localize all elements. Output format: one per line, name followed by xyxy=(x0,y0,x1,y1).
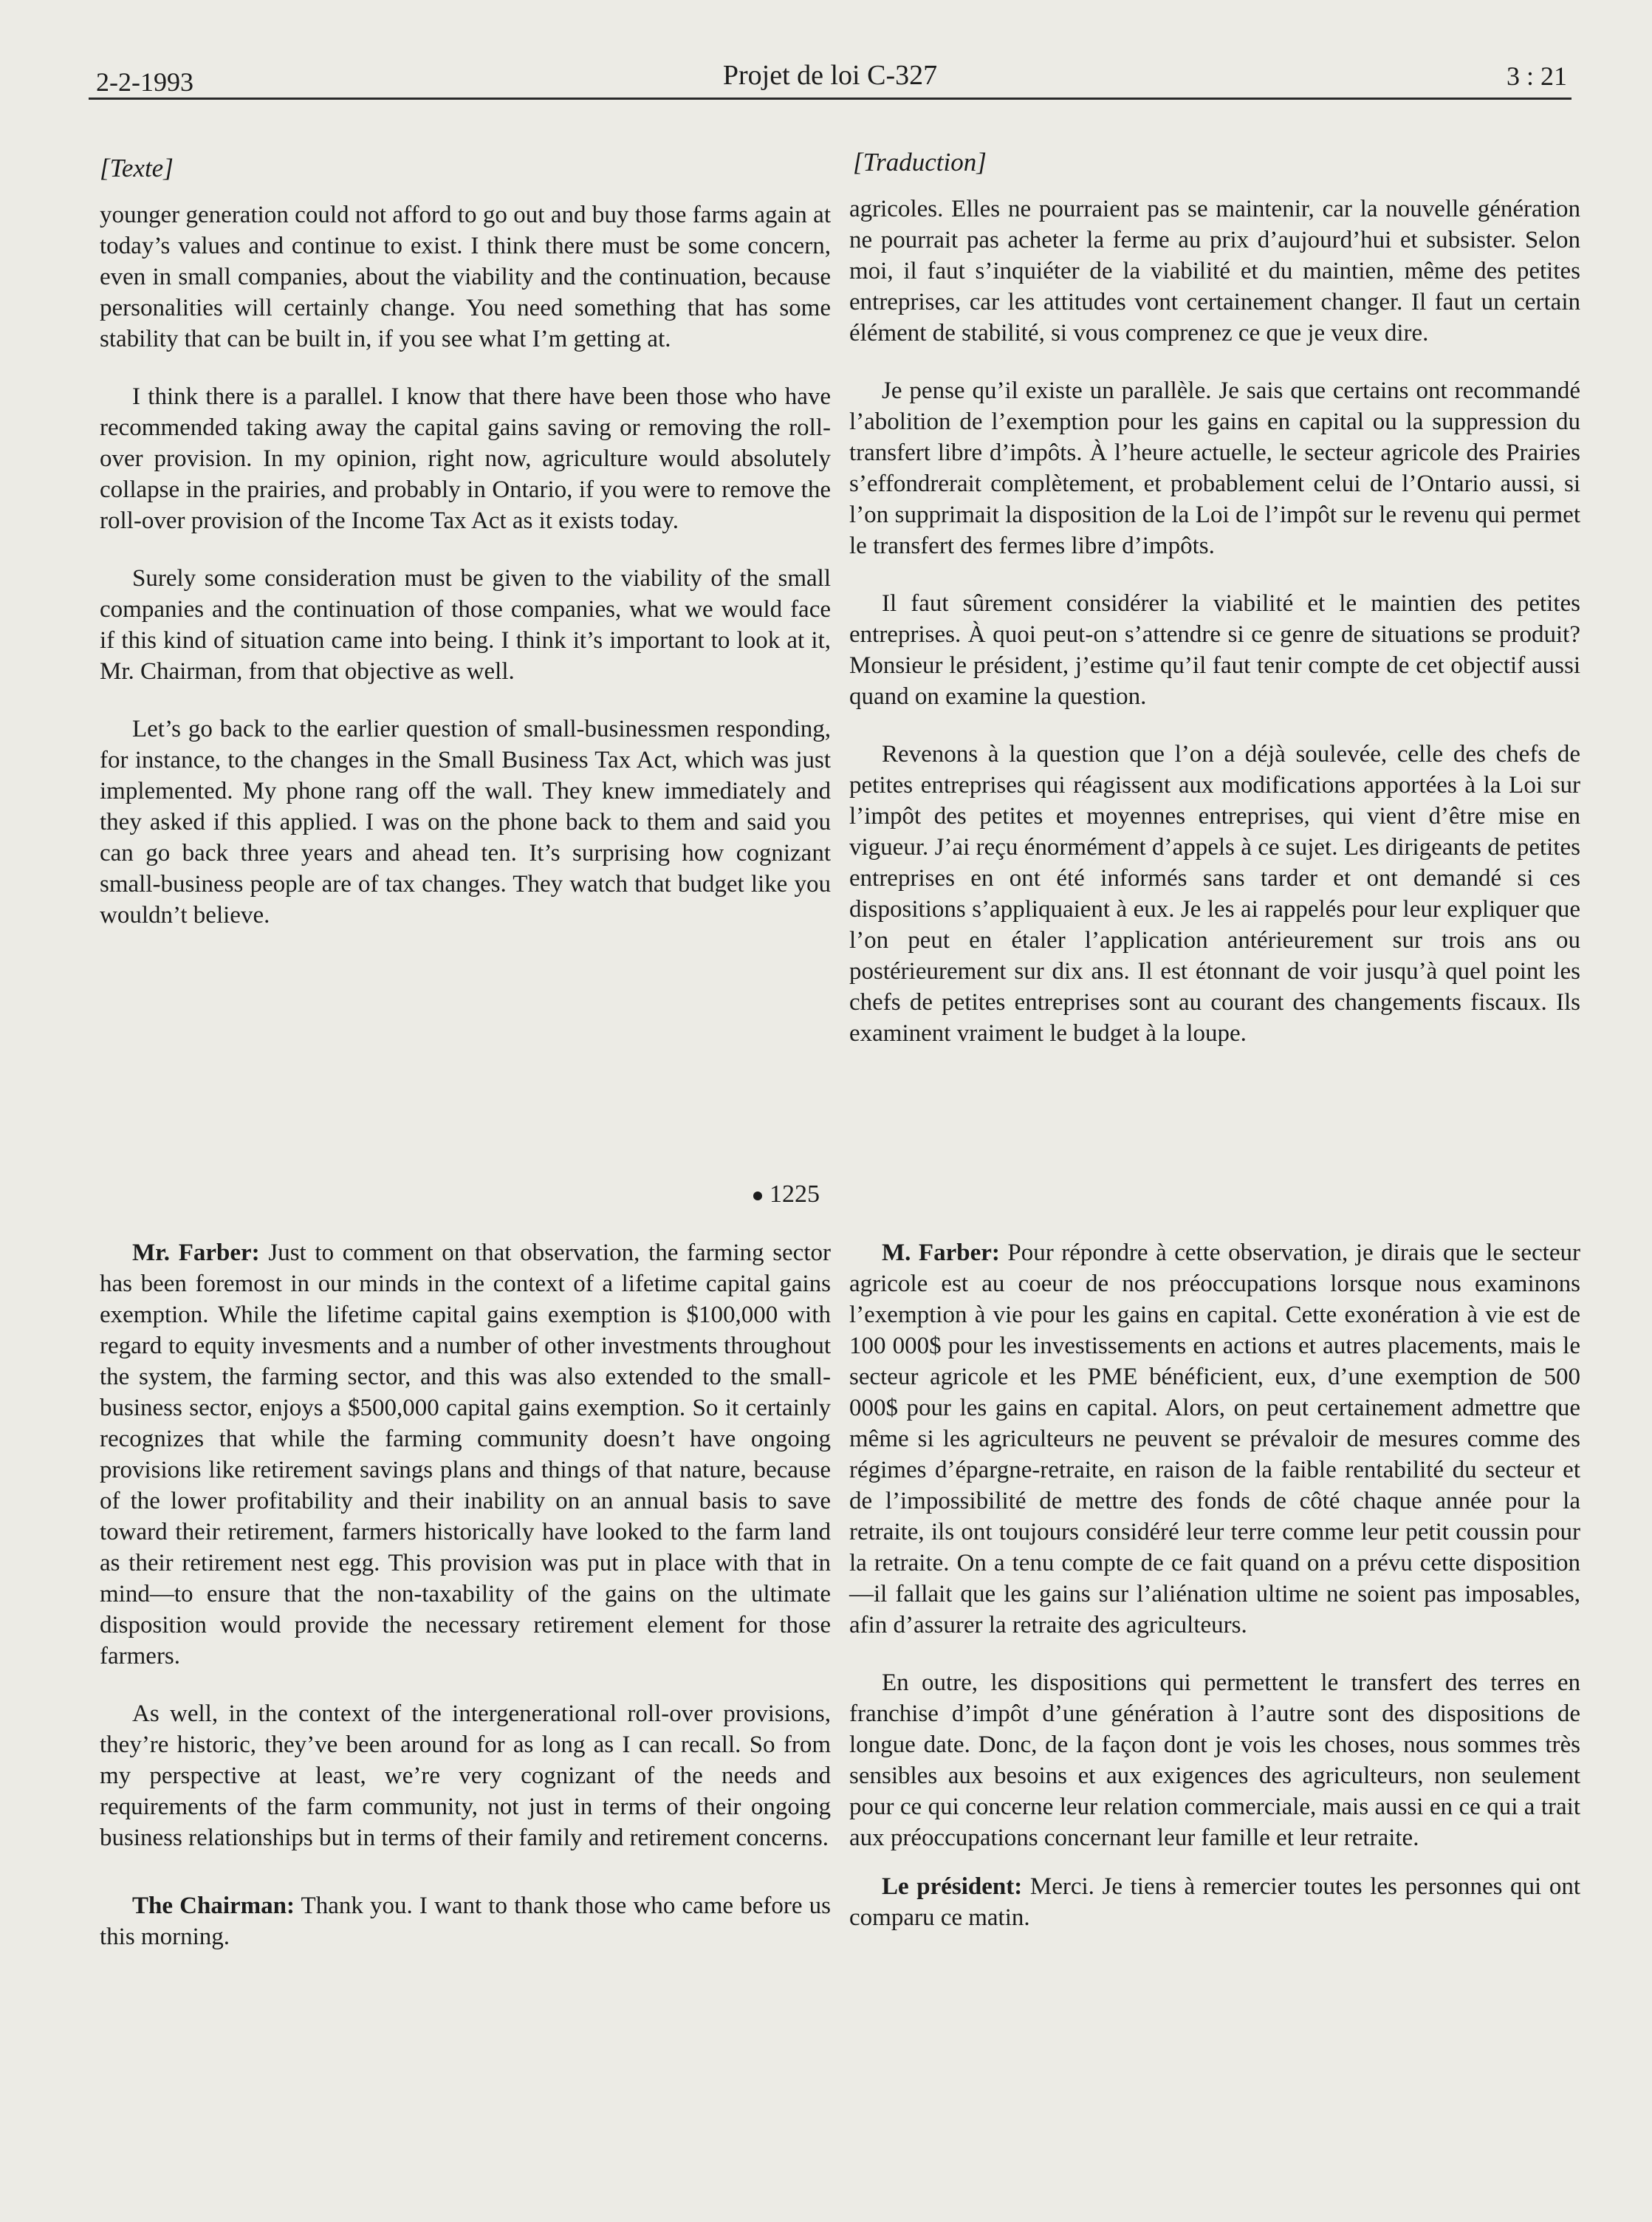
paragraph: Il faut sûrement considérer la viabilité et le maintien des petites entreprises. À quoi peut-on s’attendre si ce genre de situations se produit? Monsieur le président, j’estime qu’il faut tenir compte de cet objectif aussi quand on examine la question. xyxy=(849,590,1580,710)
paragraph: Let’s go back to the earlier question of small-businessmen responding, for instance, to the changes in the Small Business Tax Act, which was just implemented. My phone rang off the wall. They knew immediately and they asked if this applied. I was on the phone back to them and said you can go back three years and ahead ten. It’s surprising how cognizant small-business people are of tax changes. They watch that budget like you wouldn’t believe. xyxy=(100,716,831,929)
speaker-name: Mr. Farber: xyxy=(132,1240,260,1266)
time-marker xyxy=(753,1180,820,1209)
speaker-name: M. Farber: xyxy=(882,1240,1000,1266)
speech-text: Just to comment on that observation, the farming sector has been foremost in our minds in the context of a lifetime capital gains exemption. While the lifetime capital gains exemption is $100,000 with regard to equity invesments and a number of other investments throughout the system, the farming sector, and this was also extended to the small-business sector, enjoys a $500,000 capital gains exemption. So it certainly recognizes that while the farming community doesn’t have ongoing provisions like retirement savings plans and things of that nature, because of the lower profitability and their inability on an annual basis to save toward their retirement, farmers historically have looked to the farm land as their retirement nest egg. This provision was put in place with that in mind—to ensure that the non-taxability of the gains on the ultimate disposition would provide the necessary retirement element for those farmers. xyxy=(100,1240,831,1669)
paragraph: agricoles. Elles ne pourraient pas se maintenir, car la nouvelle génération ne pourrait pas acheter la ferme au prix d’aujourd’hui et subsister. Selon moi, il faut s’inquiéter de la viabilité et du maintien, même des petites entreprises, car les attitudes vont certainement changer. Il faut un certain élément de stabilité, si vous comprenez ce que je veux dire. xyxy=(849,196,1580,346)
paragraph: I think there is a parallel. I know that there have been those who have recommended taking away the capital gains saving or removing the roll-over provision. In my opinion, right now, agriculture would absolutely collapse in the prairies, and probably in Ontario, if you were to remove the roll-over provision of the Income Tax Act as it exists today. xyxy=(100,383,831,534)
paragraph xyxy=(100,1237,831,1672)
paragraph: Je pense qu’il existe un parallèle. Je sais que certains ont recommandé l’abolition de l’exemption pour les gains en capital ou la suppression du transfert libre d’impôts. À l’heure actuelle, le secteur agricole des Prairies s’effondrerait complètement, et probablement celui de l’Ontario aussi, si l’on supprimait la disposition de la Loi de l’impôt sur le revenu qui permet le transfert des fermes libre d’impôts. xyxy=(849,377,1580,559)
paragraph xyxy=(100,1890,831,1952)
header-title: Projet de loi C-327 xyxy=(722,60,938,91)
speaker-name: The Chairman: xyxy=(132,1893,295,1919)
speaker-name: Le président: xyxy=(882,1873,1023,1900)
paragraph xyxy=(849,1871,1580,1933)
right-column-top xyxy=(849,194,1580,1049)
header-date: 2-2-1993 xyxy=(96,67,193,97)
speech-text: Pour répondre à cette observation, je dirais que le secteur agricole est au coeur de nos préoccupations lorsque nous examinons l’exemption à vie pour les gains en capital. Cette exonération à vie est de 100 000$ pour les investissements en actions et autres placements, mais le secteur agricole et les PME bénéficient, eux, d’une exemption de 500 000$ pour les gains en capital. Alors, on peut certainement admettre que même si les agriculteurs ne peuvent se prévaloir de mesures comme des régimes d’épargne-retraite, en raison de la faible rentabilité du secteur et de l’impossibilité de mettre des fonds de côté chaque année pour la retraite, ils ont toujours considéré leur terre comme leur petit coussin pour la retraite. On a tenu compte de ce fait quand on a prévu cette disposition—il fallait que les gains sur l’aliénation ultime ne soient pas imposables, afin d’assurer la retraite des agriculteurs. xyxy=(849,1240,1580,1638)
paragraph: Revenons à la question que l’on a déjà soulevée, celle des chefs de petites entreprises qui réagissent aux modifications apportées à la Loi sur l’impôt des petites et moyennes entreprises, qui vient d’être mise en vigueur. J’ai reçu énormément d’appels à ce sujet. Les dirigeants de petites entreprises en ont été informés sans tarder et ont demandé si ces dispositions s’appliquaient à eux. Je les ai rappelés pour leur expliquer que l’on peut en étaler l’application antérieurement sur trois ans ou postérieurement sur dix ans. Il est étonnant de voir jusqu’à quel point les chefs de petites entreprises sont au courant des changements fiscaux. Ils examinent vraiment le budget à la loupe. xyxy=(849,741,1580,1047)
left-column-top xyxy=(100,199,831,931)
paragraph: En outre, les dispositions qui permettent le transfert des terres en franchise d’impôt d’une génération à l’autre sont des dispositions de longue date. Donc, de la façon dont je vois les choses, nous sommes très sensibles aux besoins et aux exigences des agriculteurs, non seulement pour ce qui concerne leur relation commerciale, mais aussi en ce qui a trait aux préoccupations concernant leur famille et leur retraite. xyxy=(849,1669,1580,1851)
time-marker-value: 1225 xyxy=(770,1180,820,1208)
page-header xyxy=(89,53,1572,100)
paragraph: Surely some consideration must be given to the viability of the small companies and the continuation of those companies, what we would face if this kind of situation came into being. I think it’s important to look at it, Mr. Chairman, from that objective as well. xyxy=(100,565,831,685)
paragraph: As well, in the context of the intergenerational roll-over provisions, they’re historic, they’ve been around for as long as I can recall. So from my perspective at least, we’re very cognizant of the needs and requirements of the farm community, not just in terms of their ongoing business relationships but in terms of their family and retirement concerns. xyxy=(100,1700,831,1851)
paragraph: younger generation could not afford to go out and buy those farms again at today’s values and continue to exist. I think there must be some concern, even in small companies, about the viability and the continuation, because personalities will certainly change. You need something that has some stability that can be built in, if you see what I’m getting at. xyxy=(100,202,831,352)
bullet-icon xyxy=(753,1192,762,1200)
right-column-bottom xyxy=(849,1237,1580,1933)
translation-tag: [Traduction] xyxy=(853,148,987,177)
speech-text: Merci. Je tiens à remercier toutes les personnes qui ont comparu ce matin. xyxy=(849,1873,1581,1931)
header-page-ref: 3 : 21 xyxy=(1506,61,1567,91)
left-column-bottom xyxy=(100,1237,831,1952)
original-text-tag: [Texte] xyxy=(100,154,174,182)
speech-text: Thank you. I want to thank those who came before us this morning. xyxy=(100,1893,831,1950)
paragraph xyxy=(849,1237,1580,1641)
